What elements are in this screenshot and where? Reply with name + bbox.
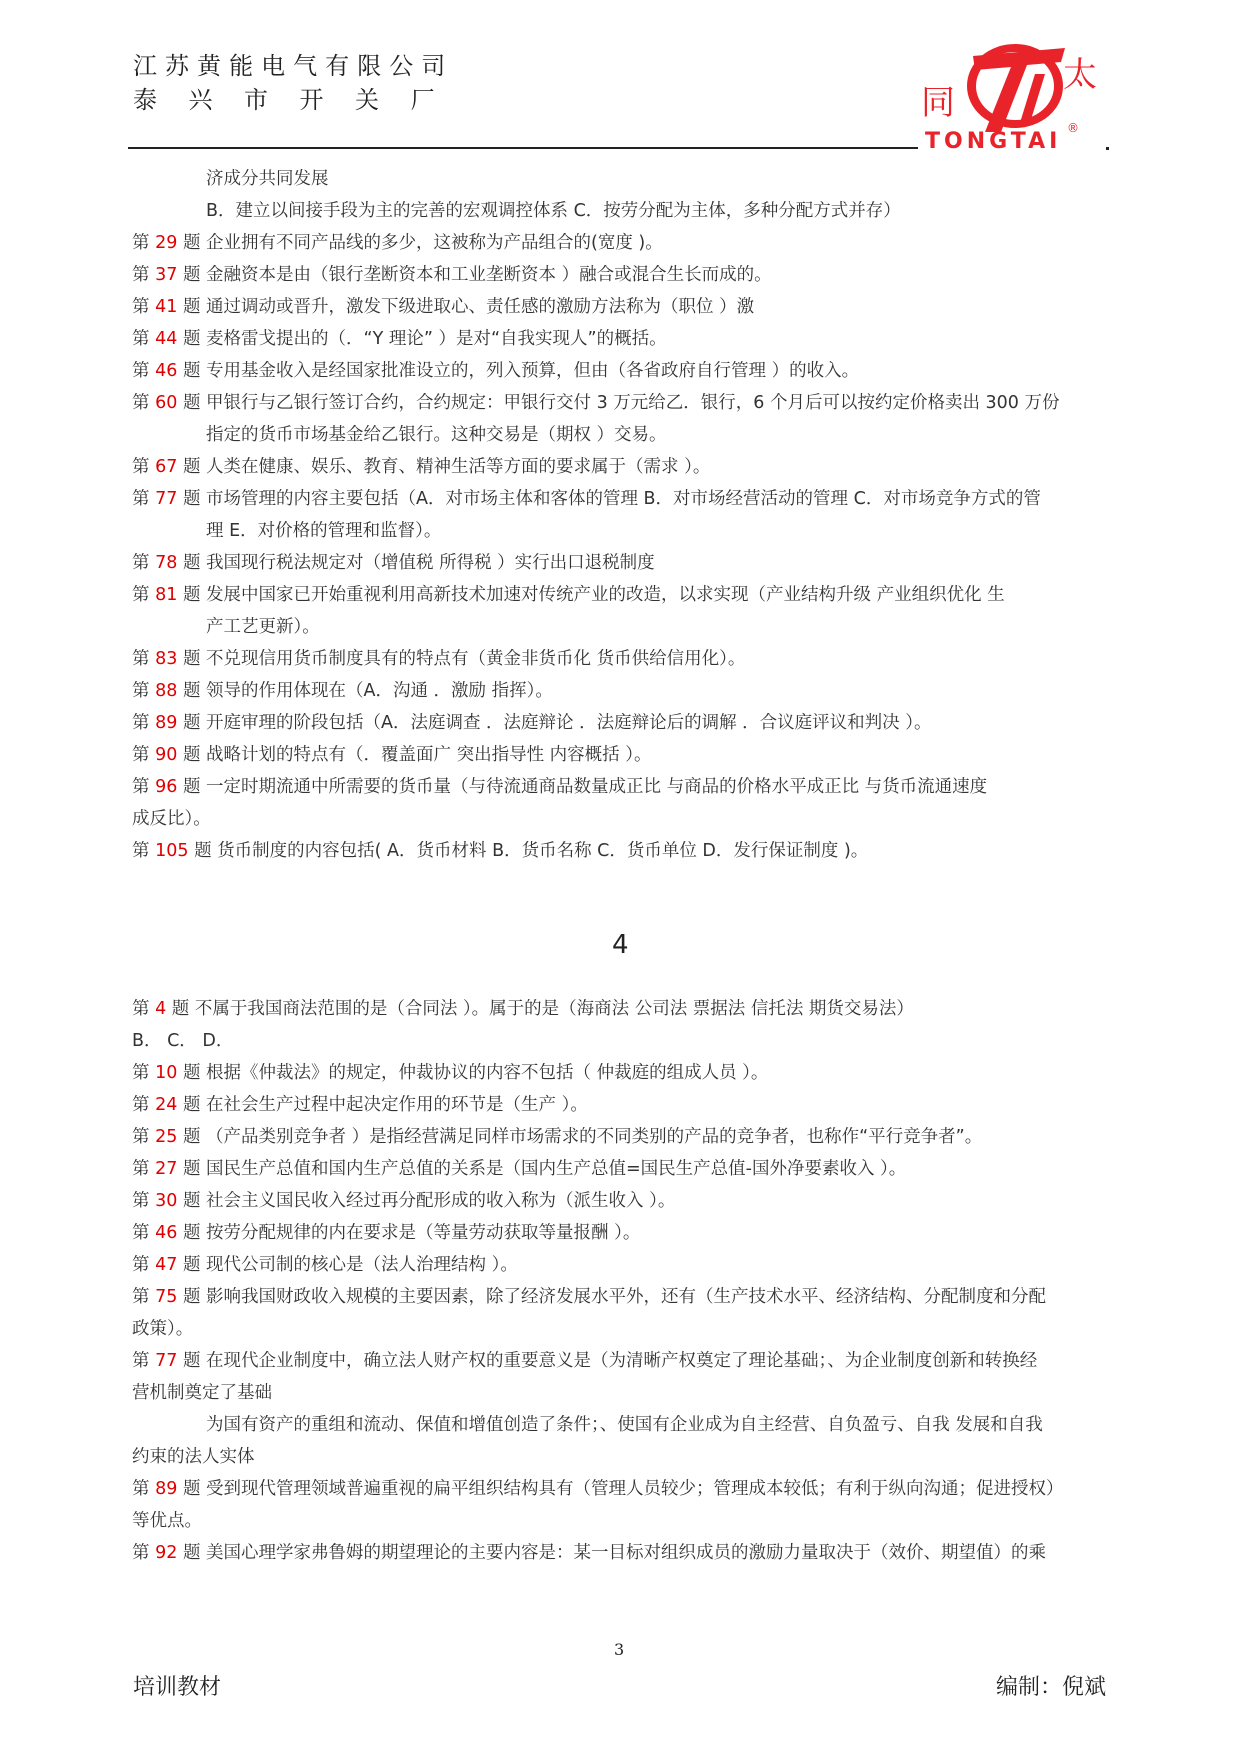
- section-number: 4: [612, 930, 629, 960]
- question-prefix: 第: [132, 777, 150, 797]
- question-text: 不兑现信用货币制度具有的特点有（黄金非货币化 货币供给信用化）。: [206, 649, 746, 669]
- question-prefix: 第: [132, 1127, 150, 1147]
- question-suffix: 题: [182, 1351, 201, 1371]
- wrapped-line: 营机制奠定了基础: [132, 1383, 272, 1403]
- question-prefix: 第: [132, 1351, 150, 1371]
- question-prefix: 第: [132, 585, 150, 605]
- question-suffix: 题: [194, 841, 212, 861]
- question-line: [132, 1094, 588, 1116]
- question-suffix: 题: [182, 585, 201, 605]
- question-suffix: 题: [182, 1159, 201, 1179]
- question-text: 现代公司制的核心是（法人治理结构 ）。: [206, 1255, 518, 1275]
- question-prefix: 第: [132, 713, 150, 733]
- question-suffix: 题: [182, 713, 201, 733]
- question-text: 专用基金收入是经国家批准设立的，列入预算，但由（各省政府自行管理 ）的收入。: [206, 361, 860, 381]
- question-line: [132, 998, 914, 1020]
- question-number: 10: [155, 1063, 178, 1083]
- page-number: 3: [614, 1640, 625, 1659]
- question-prefix: 第: [132, 329, 150, 349]
- question-prefix: 第: [132, 361, 150, 381]
- question-text: 按劳分配规律的内在要求是（等量劳动获取等量报酬 ）。: [206, 1223, 641, 1243]
- question-number: 89: [155, 1479, 178, 1499]
- wrapped-line: 政策）。: [132, 1319, 194, 1339]
- question-number: 77: [155, 1351, 178, 1371]
- question-suffix: 题: [182, 329, 201, 349]
- logo-char-right: 太: [1063, 55, 1097, 95]
- question-number: 44: [155, 329, 178, 349]
- continuation-line: 产工艺更新）。: [206, 617, 320, 637]
- question-line: [132, 776, 987, 798]
- question-text: 一定时期流通中所需要的货币量（与待流通商品数量成正比 与商品的价格水平成正比 与货币流通速度: [206, 777, 988, 797]
- question-line: [132, 1190, 675, 1212]
- question-number: 30: [155, 1191, 178, 1211]
- question-suffix: 题: [182, 361, 201, 381]
- wrapped-line: 成反比）。: [132, 809, 211, 829]
- question-prefix: 第: [132, 265, 150, 285]
- question-text: （产品类别竞争者 ）是指经营满足同样市场需求的不同类别的产品的竞争者，也称作“平行竞争者”。: [206, 1127, 983, 1147]
- question-line: [132, 296, 754, 318]
- question-text: 不属于我国商法范围的是（合同法 ）。属于的是（海商法 公司法 票据法 信托法 期货交易法）: [194, 999, 914, 1019]
- question-number: 89: [155, 713, 178, 733]
- question-number: 60: [155, 393, 178, 413]
- logo-registered-mark: ®: [1067, 121, 1079, 135]
- question-number: 46: [155, 1223, 178, 1243]
- question-number: 27: [155, 1159, 178, 1179]
- question-prefix: 第: [132, 1191, 150, 1211]
- question-line: [132, 1254, 518, 1276]
- question-number: 24: [155, 1095, 178, 1115]
- question-line: [132, 744, 651, 766]
- question-prefix: 第: [132, 681, 150, 701]
- question-number: 78: [155, 553, 178, 573]
- footer-author: 编制：倪斌: [996, 1675, 1107, 1700]
- question-number: 25: [155, 1127, 178, 1147]
- continuation-line: 济成分共同发展: [206, 169, 329, 189]
- question-suffix: 题: [182, 649, 201, 669]
- question-line: [132, 648, 745, 670]
- question-line: [132, 1126, 982, 1148]
- question-prefix: 第: [132, 1063, 150, 1083]
- question-suffix: 题: [182, 457, 201, 477]
- question-text: 货币制度的内容包括( A．货币材料 B．货币名称 C．货币单位 D．发行保证制度 )。: [217, 841, 869, 861]
- question-number: 47: [155, 1255, 178, 1275]
- question-suffix: 题: [182, 1287, 201, 1307]
- question-prefix: 第: [132, 457, 150, 477]
- question-suffix: 题: [182, 1095, 201, 1115]
- question-text: 根据《仲裁法》的规定，仲裁协议的内容不包括（ 仲裁庭的组成人员 ）。: [206, 1063, 769, 1083]
- question-number: 67: [155, 457, 178, 477]
- question-number: 77: [155, 489, 178, 509]
- question-suffix: 题: [182, 297, 201, 317]
- question-line: [132, 1478, 1064, 1500]
- question-text: 人类在健康、娱乐、教育、精神生活等方面的要求属于（需求 ）。: [206, 457, 711, 477]
- question-line: [132, 552, 655, 574]
- question-text: 战略计划的特点有（．覆盖面广 突出指导性 内容概括 ）。: [206, 745, 652, 765]
- question-number: 90: [155, 745, 178, 765]
- question-suffix: 题: [182, 553, 201, 573]
- wrapped-line: B． C． D．: [132, 1031, 234, 1051]
- question-line: [132, 1158, 906, 1180]
- question-prefix: 第: [132, 1543, 150, 1563]
- question-text: 麦格雷戈提出的（．“Y 理论” ）是对“自我实现人”的概括。: [206, 329, 667, 349]
- question-number: 46: [155, 361, 178, 381]
- question-suffix: 题: [182, 1127, 201, 1147]
- question-number: 105: [155, 841, 189, 861]
- question-prefix: 第: [132, 297, 150, 317]
- question-number: 29: [155, 233, 178, 253]
- question-line: [132, 584, 1005, 606]
- question-suffix: 题: [171, 999, 190, 1019]
- question-prefix: 第: [132, 1479, 150, 1499]
- question-suffix: 题: [182, 265, 201, 285]
- question-line: [132, 1542, 1046, 1564]
- question-number: 88: [155, 681, 178, 701]
- question-line: [132, 1062, 768, 1084]
- question-line: [132, 712, 932, 734]
- question-prefix: 第: [132, 745, 150, 765]
- question-prefix: 第: [132, 649, 150, 669]
- question-prefix: 第: [132, 841, 150, 861]
- question-prefix: 第: [132, 1095, 150, 1115]
- question-line: [132, 232, 663, 254]
- question-number: 4: [155, 999, 167, 1019]
- question-text: 金融资本是由（银行垄断资本和工业垄断资本 ）融合或混合生长而成的。: [206, 265, 772, 285]
- question-suffix: 题: [182, 489, 201, 509]
- question-suffix: 题: [182, 393, 201, 413]
- footer-left: 培训教材: [133, 1675, 222, 1700]
- question-text: 受到现代管理领域普遍重视的扁平组织结构具有（管理人员较少；管理成本较低；有利于纵向沟通；促进授权）: [206, 1479, 1064, 1499]
- question-prefix: 第: [132, 1159, 150, 1179]
- question-text: 甲银行与乙银行签订合约，合约规定：甲银行交付 3 万元给乙．银行，6 个月后可以按约定价格卖出 300 万份: [206, 393, 1060, 413]
- question-line: [132, 840, 868, 862]
- continuation-line: 理 E．对价格的管理和监督）。: [206, 521, 442, 541]
- question-suffix: 题: [182, 1479, 201, 1499]
- question-text: 市场管理的内容主要包括（A．对市场主体和客体的管理 B．对市场经营活动的管理 C．对市场竞争方式的管: [206, 489, 1041, 509]
- question-line: [132, 456, 710, 478]
- question-number: 37: [155, 265, 178, 285]
- question-text: 发展中国家已开始重视利用高新技术加速对传统产业的改造，以求实现（产业结构升级 产业组织优化 生: [206, 585, 1005, 605]
- question-suffix: 题: [182, 1223, 201, 1243]
- question-text: 在社会生产过程中起决定作用的环节是（生产 ）。: [206, 1095, 588, 1115]
- question-number: 41: [155, 297, 178, 317]
- question-line: [132, 488, 1041, 510]
- question-line: [132, 1286, 1046, 1308]
- question-text: 开庭审理的阶段包括（A．法庭调查 ．法庭辩论 ．法庭辩论后的调解 ．合议庭评议和判决 ）。: [206, 713, 932, 733]
- question-text: 通过调动或晋升，激发下级进取心、责任感的激励方法称为（职位 ）激: [206, 297, 755, 317]
- question-text: 领导的作用体现在（A．沟通 ．激励 指挥）。: [206, 681, 553, 701]
- question-suffix: 题: [182, 1543, 201, 1563]
- question-prefix: 第: [132, 553, 150, 573]
- company-name-line1: 江 苏 黄 能 电 气 有 限 公 司: [133, 52, 446, 80]
- question-number: 81: [155, 585, 178, 605]
- question-line: [132, 1222, 640, 1244]
- wrapped-line: 约束的法人实体: [132, 1447, 255, 1467]
- question-line: [132, 680, 553, 702]
- question-text: 社会主义国民收入经过再分配形成的收入称为（派生收入 ）。: [206, 1191, 676, 1211]
- question-text: 在现代企业制度中，确立法人财产权的重要意义是（为清晰产权奠定了理论基础；、为企业制度创新和转换经: [206, 1351, 1038, 1371]
- question-prefix: 第: [132, 393, 150, 413]
- question-number: 83: [155, 649, 178, 669]
- question-line: [132, 264, 772, 286]
- question-line: [132, 1350, 1037, 1372]
- question-number: 75: [155, 1287, 178, 1307]
- question-suffix: 题: [182, 777, 201, 797]
- question-text: 影响我国财政收入规模的主要因素，除了经济发展水平外，还有（生产技术水平、经济结构、分配制度和分配: [206, 1287, 1047, 1307]
- question-number: 96: [155, 777, 178, 797]
- logo-char-left: 同: [921, 83, 955, 123]
- question-line: [132, 328, 667, 350]
- question-text: 美国心理学家弗鲁姆的期望理论的主要内容是：某一目标对组织成员的激励力量取决于（效价、期望值）的乘: [206, 1543, 1047, 1563]
- question-suffix: 题: [182, 1255, 201, 1275]
- question-suffix: 题: [182, 233, 201, 253]
- question-prefix: 第: [132, 489, 150, 509]
- question-suffix: 题: [182, 1063, 201, 1083]
- question-prefix: 第: [132, 1223, 150, 1243]
- question-suffix: 题: [182, 1191, 201, 1211]
- company-name-line2: 泰 兴 市 开 关 厂: [133, 86, 435, 114]
- continuation-line: 指定的货币市场基金给乙银行。这种交易是（期权 ）交易。: [206, 425, 667, 445]
- question-suffix: 题: [182, 681, 201, 701]
- question-prefix: 第: [132, 999, 150, 1019]
- question-text: 国民生产总值和国内生产总值的关系是（国内生产总值=国民生产总值-国外净要素收入 ）。: [206, 1159, 907, 1179]
- question-line: [132, 392, 1060, 414]
- continuation-line: B．建立以间接手段为主的完善的宏观调控体系 C．按劳分配为主体，多种分配方式并存）: [206, 201, 901, 221]
- question-prefix: 第: [132, 1287, 150, 1307]
- question-prefix: 第: [132, 233, 150, 253]
- continuation-line: 为国有资产的重组和流动、保值和增值创造了条件；、使国有企业成为自主经营、自负盈亏、自我 发展和自我: [206, 1415, 1043, 1435]
- logo-wordmark: TONGTAI: [925, 129, 1062, 154]
- wrapped-line: 等优点。: [132, 1511, 202, 1531]
- question-number: 92: [155, 1543, 178, 1563]
- question-suffix: 题: [182, 745, 201, 765]
- question-prefix: 第: [132, 1255, 150, 1275]
- question-text: 企业拥有不同产品线的多少，这被称为产品组合的(宽度 )。: [206, 233, 663, 253]
- question-text: 我国现行税法规定对（增值税 所得税 ）实行出口退税制度: [206, 553, 655, 573]
- question-line: [132, 360, 859, 382]
